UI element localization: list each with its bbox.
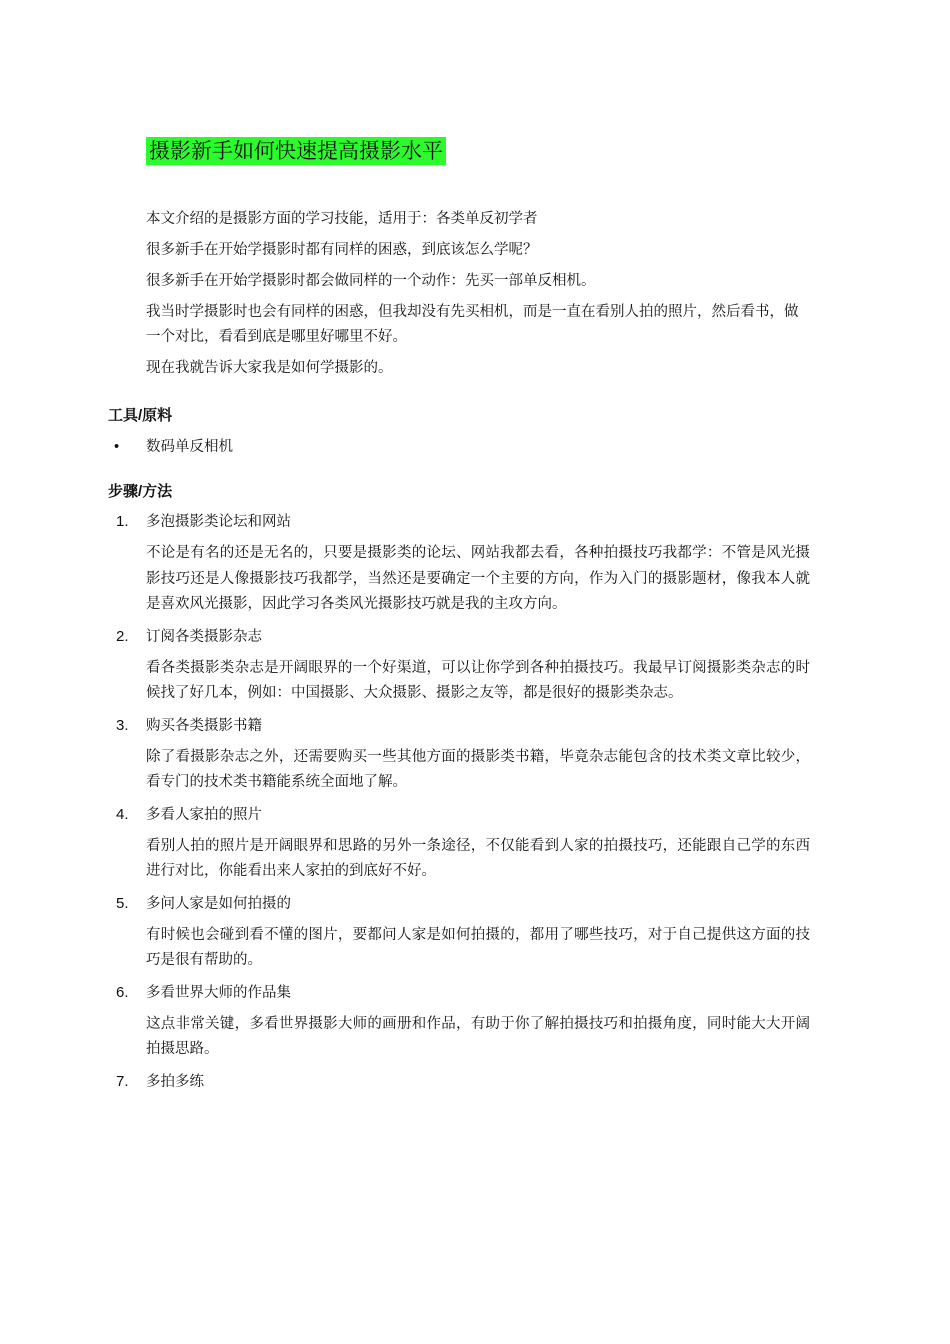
step-number: 5.	[116, 894, 129, 912]
steps-list	[108, 511, 810, 1101]
intro-paragraph: 我当时学摄影时也会有同样的困惑，但我却没有先买相机，而是一直在看别人拍的照片，然后看书，做一个对比，看看到底是哪里好哪里不好。	[146, 304, 799, 345]
step-description: 除了看摄影杂志之外，还需要购买一些其他方面的摄影类书籍，毕竟杂志能包含的技术类文章比较少，看专门的技术类书籍能系统全面地了解。	[146, 748, 810, 790]
step-item	[108, 1071, 810, 1093]
step-number: 2.	[116, 627, 129, 645]
tools-list-item	[108, 436, 808, 458]
step-title: 订阅各类摄影杂志	[146, 628, 262, 645]
intro-paragraph: 本文介绍的是摄影方面的学习技能，适用于：各类单反初学者	[146, 211, 538, 227]
step-number: 3.	[116, 716, 129, 734]
step-description: 看各类摄影类杂志是开阔眼界的一个好渠道，可以让你学到各种拍摄技巧。我最早订阅摄影类杂志的时候找了好几本，例如：中国摄影、大众摄影、摄影之友等，都是很好的摄影类杂志。	[146, 659, 810, 701]
step-description: 这点非常关键，多看世界摄影大师的画册和作品，有助于你了解拍摄技巧和拍摄角度，同时能大大开阔拍摄思路。	[146, 1015, 810, 1057]
step-title: 多看世界大师的作品集	[146, 984, 291, 1001]
intro-paragraph: 现在我就告诉大家我是如何学摄影的。	[146, 360, 393, 376]
step-title: 多拍多练	[146, 1073, 204, 1090]
step-item	[108, 626, 810, 707]
document-title: 摄影新手如何快速提高摄影水平	[146, 137, 446, 165]
step-title: 多泡摄影类论坛和网站	[146, 514, 291, 530]
step-number: 7.	[116, 1072, 129, 1090]
intro-paragraph: 很多新手在开始学摄影时都有同样的困惑，到底该怎么学呢？	[146, 242, 538, 258]
step-item	[108, 804, 810, 885]
intro-paragraph: 很多新手在开始学摄影时都会做同样的一个动作：先买一部单反相机。	[146, 273, 596, 289]
step-item	[108, 893, 810, 974]
steps-heading: 步骤/方法	[108, 483, 173, 500]
step-item	[108, 511, 810, 618]
step-item	[108, 715, 810, 796]
step-title: 多问人家是如何拍摄的	[146, 895, 291, 912]
bullet-icon: •	[114, 439, 120, 455]
step-title: 多看人家拍的照片	[146, 806, 262, 823]
tools-item-label: 数码单反相机	[146, 439, 233, 455]
intro-section	[146, 207, 810, 387]
tools-list	[108, 436, 808, 458]
step-description: 有时候也会碰到看不懂的图片，要都问人家是如何拍摄的，都用了哪些技巧，对于自己提供这方面的技巧是很有帮助的。	[146, 926, 810, 968]
step-number: 1.	[116, 513, 129, 530]
step-item	[108, 982, 810, 1063]
tools-heading: 工具/原料	[108, 407, 173, 424]
step-number: 6.	[116, 983, 129, 1001]
step-title: 购买各类摄影书籍	[146, 717, 262, 734]
step-description: 不论是有名的还是无名的，只要是摄影类的论坛、网站我都去看，各种拍摄技巧我都学：不管是风光摄影技巧还是人像摄影技巧我都学，当然还是要确定一个主要的方向，作为入门的摄影题材，像我本人就是喜欢风光摄影，因此学习各类风光摄影技巧就是我的主攻方向。	[146, 545, 810, 612]
step-description: 看别人拍的照片是开阔眼界和思路的另外一条途径，不仅能看到人家的拍摄技巧，还能跟自己学的东西进行对比，你能看出来人家拍的到底好不好。	[146, 837, 810, 879]
step-number: 4.	[116, 805, 129, 823]
